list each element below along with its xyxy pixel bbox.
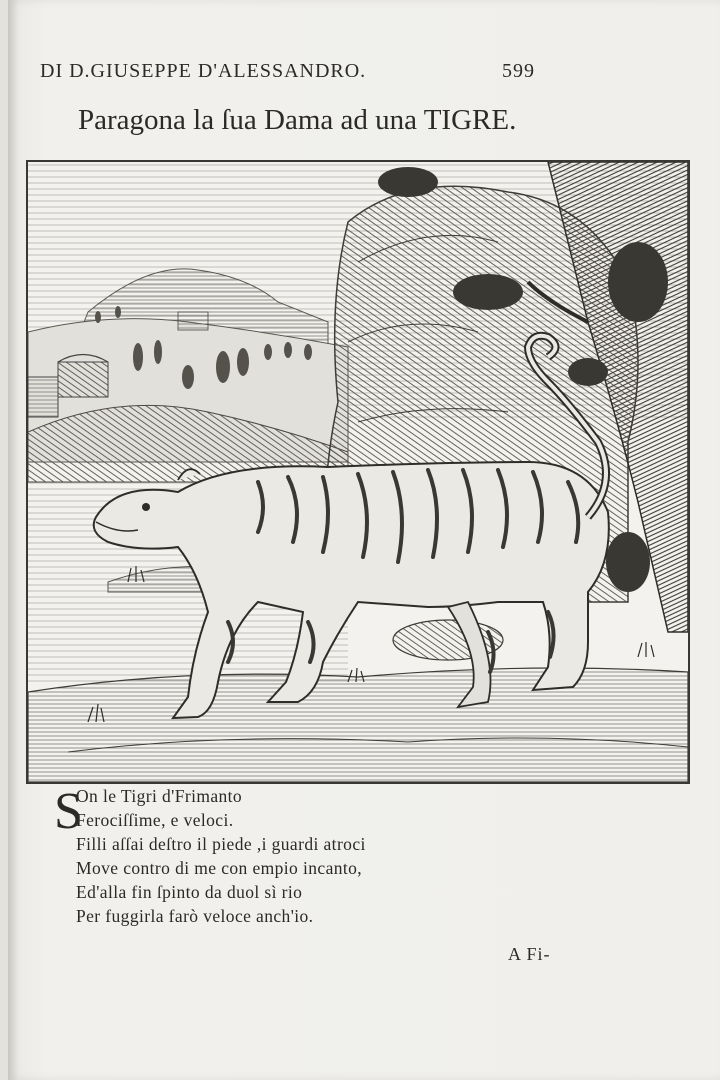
catchword: A Fi- (508, 944, 551, 964)
page-number: 599 (502, 60, 535, 82)
poem-line: Ferociſſime, e veloci. (76, 810, 234, 830)
poem-line: Filli aſſai deſtro il piede ,i guardi atroci (76, 834, 366, 854)
poem-line: Per fuggirla farò veloce anch'io. (76, 906, 314, 926)
book-page (8, 0, 720, 1080)
poem-line: On le Tigri d'Frimanto (76, 786, 243, 806)
poem (54, 784, 614, 928)
engraving-caption: Paragona la ſua Dama ad una TIGRE. (78, 104, 517, 136)
poem-line: Ed'alla fin ſpinto da duol sì rio (76, 882, 303, 902)
drop-cap: S (54, 783, 84, 840)
engraving-illustration (26, 160, 690, 784)
poem-line: Move contro di me con empio incanto, (76, 858, 363, 878)
running-head-title: DI D.GIUSEPPE D'ALESSANDRO. (40, 60, 367, 82)
tiger-landscape-engraving (28, 162, 688, 782)
